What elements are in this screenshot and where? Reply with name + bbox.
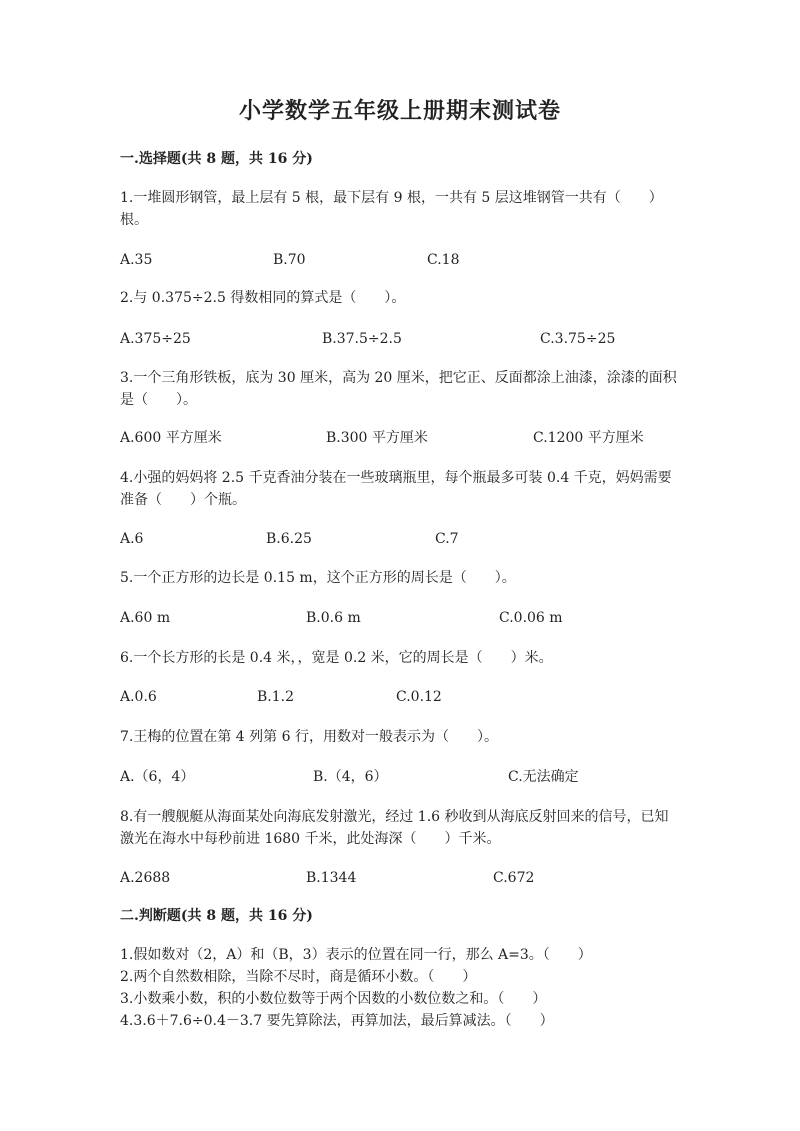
question-4: 4.小强的妈妈将 2.5 千克香油分装在一些玻璃瓶里，每个瓶最多可装 0.4 千克，妈妈需要准备（ ）个瓶。 (120, 470, 672, 508)
question-8-option-c: C.672 (493, 870, 535, 886)
question-3-option-a: A.600 平方厘米 (120, 430, 222, 446)
question-8: 8.有一艘舰艇从海面某处向海底发射激光，经过 1.6 秒收到从海底反射回来的信号，已知激光在海水中每秒前进 1680 千米，此处海深（ ）千米。 (120, 809, 669, 847)
section-heading-judgment: 二.判断题(共 8 题，共 16 分) (120, 908, 313, 924)
question-7-option-c: C.无法确定 (508, 769, 579, 785)
question-5-option-a: A.60 m (120, 610, 171, 626)
judgment-4: 4.3.6＋7.6÷0.4－3.7 要先算除法，再算加法，最后算减法。（ ） (120, 1013, 554, 1029)
question-5: 5.一个正方形的边长是 0.15 m，这个正方形的周长是（ ）。 (120, 570, 516, 586)
question-1-option-b: B.70 (273, 252, 306, 268)
question-6-option-b: B.1.2 (257, 689, 295, 705)
question-7-option-a: A.（6，4） (120, 769, 195, 785)
question-2: 2.与 0.375÷2.5 得数相同的算式是（ ）。 (120, 290, 406, 306)
question-2-option-a: A.375÷25 (120, 331, 191, 347)
question-5-option-c: C.0.06 m (499, 610, 563, 626)
question-4-option-a: A.6 (120, 531, 144, 547)
question-7-option-b: B.（4，6） (313, 769, 388, 785)
question-5-option-b: B.0.6 m (306, 610, 361, 626)
question-4-option-c: C.7 (435, 531, 459, 547)
question-6-option-c: C.0.12 (396, 689, 442, 705)
question-3-option-c: C.1200 平方厘米 (533, 430, 644, 446)
judgment-2: 2.两个自然数相除，当除不尽时，商是循环小数。（ ） (120, 969, 477, 985)
judgment-3: 3.小数乘小数，积的小数位数等于两个因数的小数位数之和。（ ） (120, 991, 547, 1007)
question-2-option-b: B.37.5÷2.5 (322, 331, 402, 347)
question-4-option-b: B.6.25 (266, 531, 312, 547)
question-8-option-a: A.2688 (120, 870, 171, 886)
question-7: 7.王梅的位置在第 4 列第 6 行，用数对一般表示为（ ）。 (120, 729, 498, 745)
section-heading-choice: 一.选择题(共 8 题，共 16 分) (120, 151, 313, 167)
question-3: 3.一个三角形铁板，底为 30 厘米，高为 20 厘米，把它正、反面都涂上油漆，涂漆的面积是（ ）。 (120, 370, 677, 408)
question-1-option-c: C.18 (427, 252, 460, 268)
question-2-option-c: C.3.75÷25 (540, 331, 616, 347)
page-title: 小学数学五年级上册期末测试卷 (238, 98, 561, 124)
question-6-option-a: A.0.6 (120, 689, 157, 705)
question-3-option-b: B.300 平方厘米 (326, 430, 428, 446)
question-6: 6.一个长方形的长是 0.4 米，，宽是 0.2 米，它的周长是（ ）米。 (120, 650, 553, 666)
question-1-option-a: A.35 (120, 252, 153, 268)
question-1: 1.一堆圆形钢管，最上层有 5 根，最下层有 9 根，一共有 5 层这堆钢管一共有（ ）根。 (120, 190, 663, 228)
question-8-option-b: B.1344 (306, 870, 357, 886)
judgment-1: 1.假如数对（2，A）和（B，3）表示的位置在同一行，那么 A=3。（ ） (120, 947, 592, 963)
